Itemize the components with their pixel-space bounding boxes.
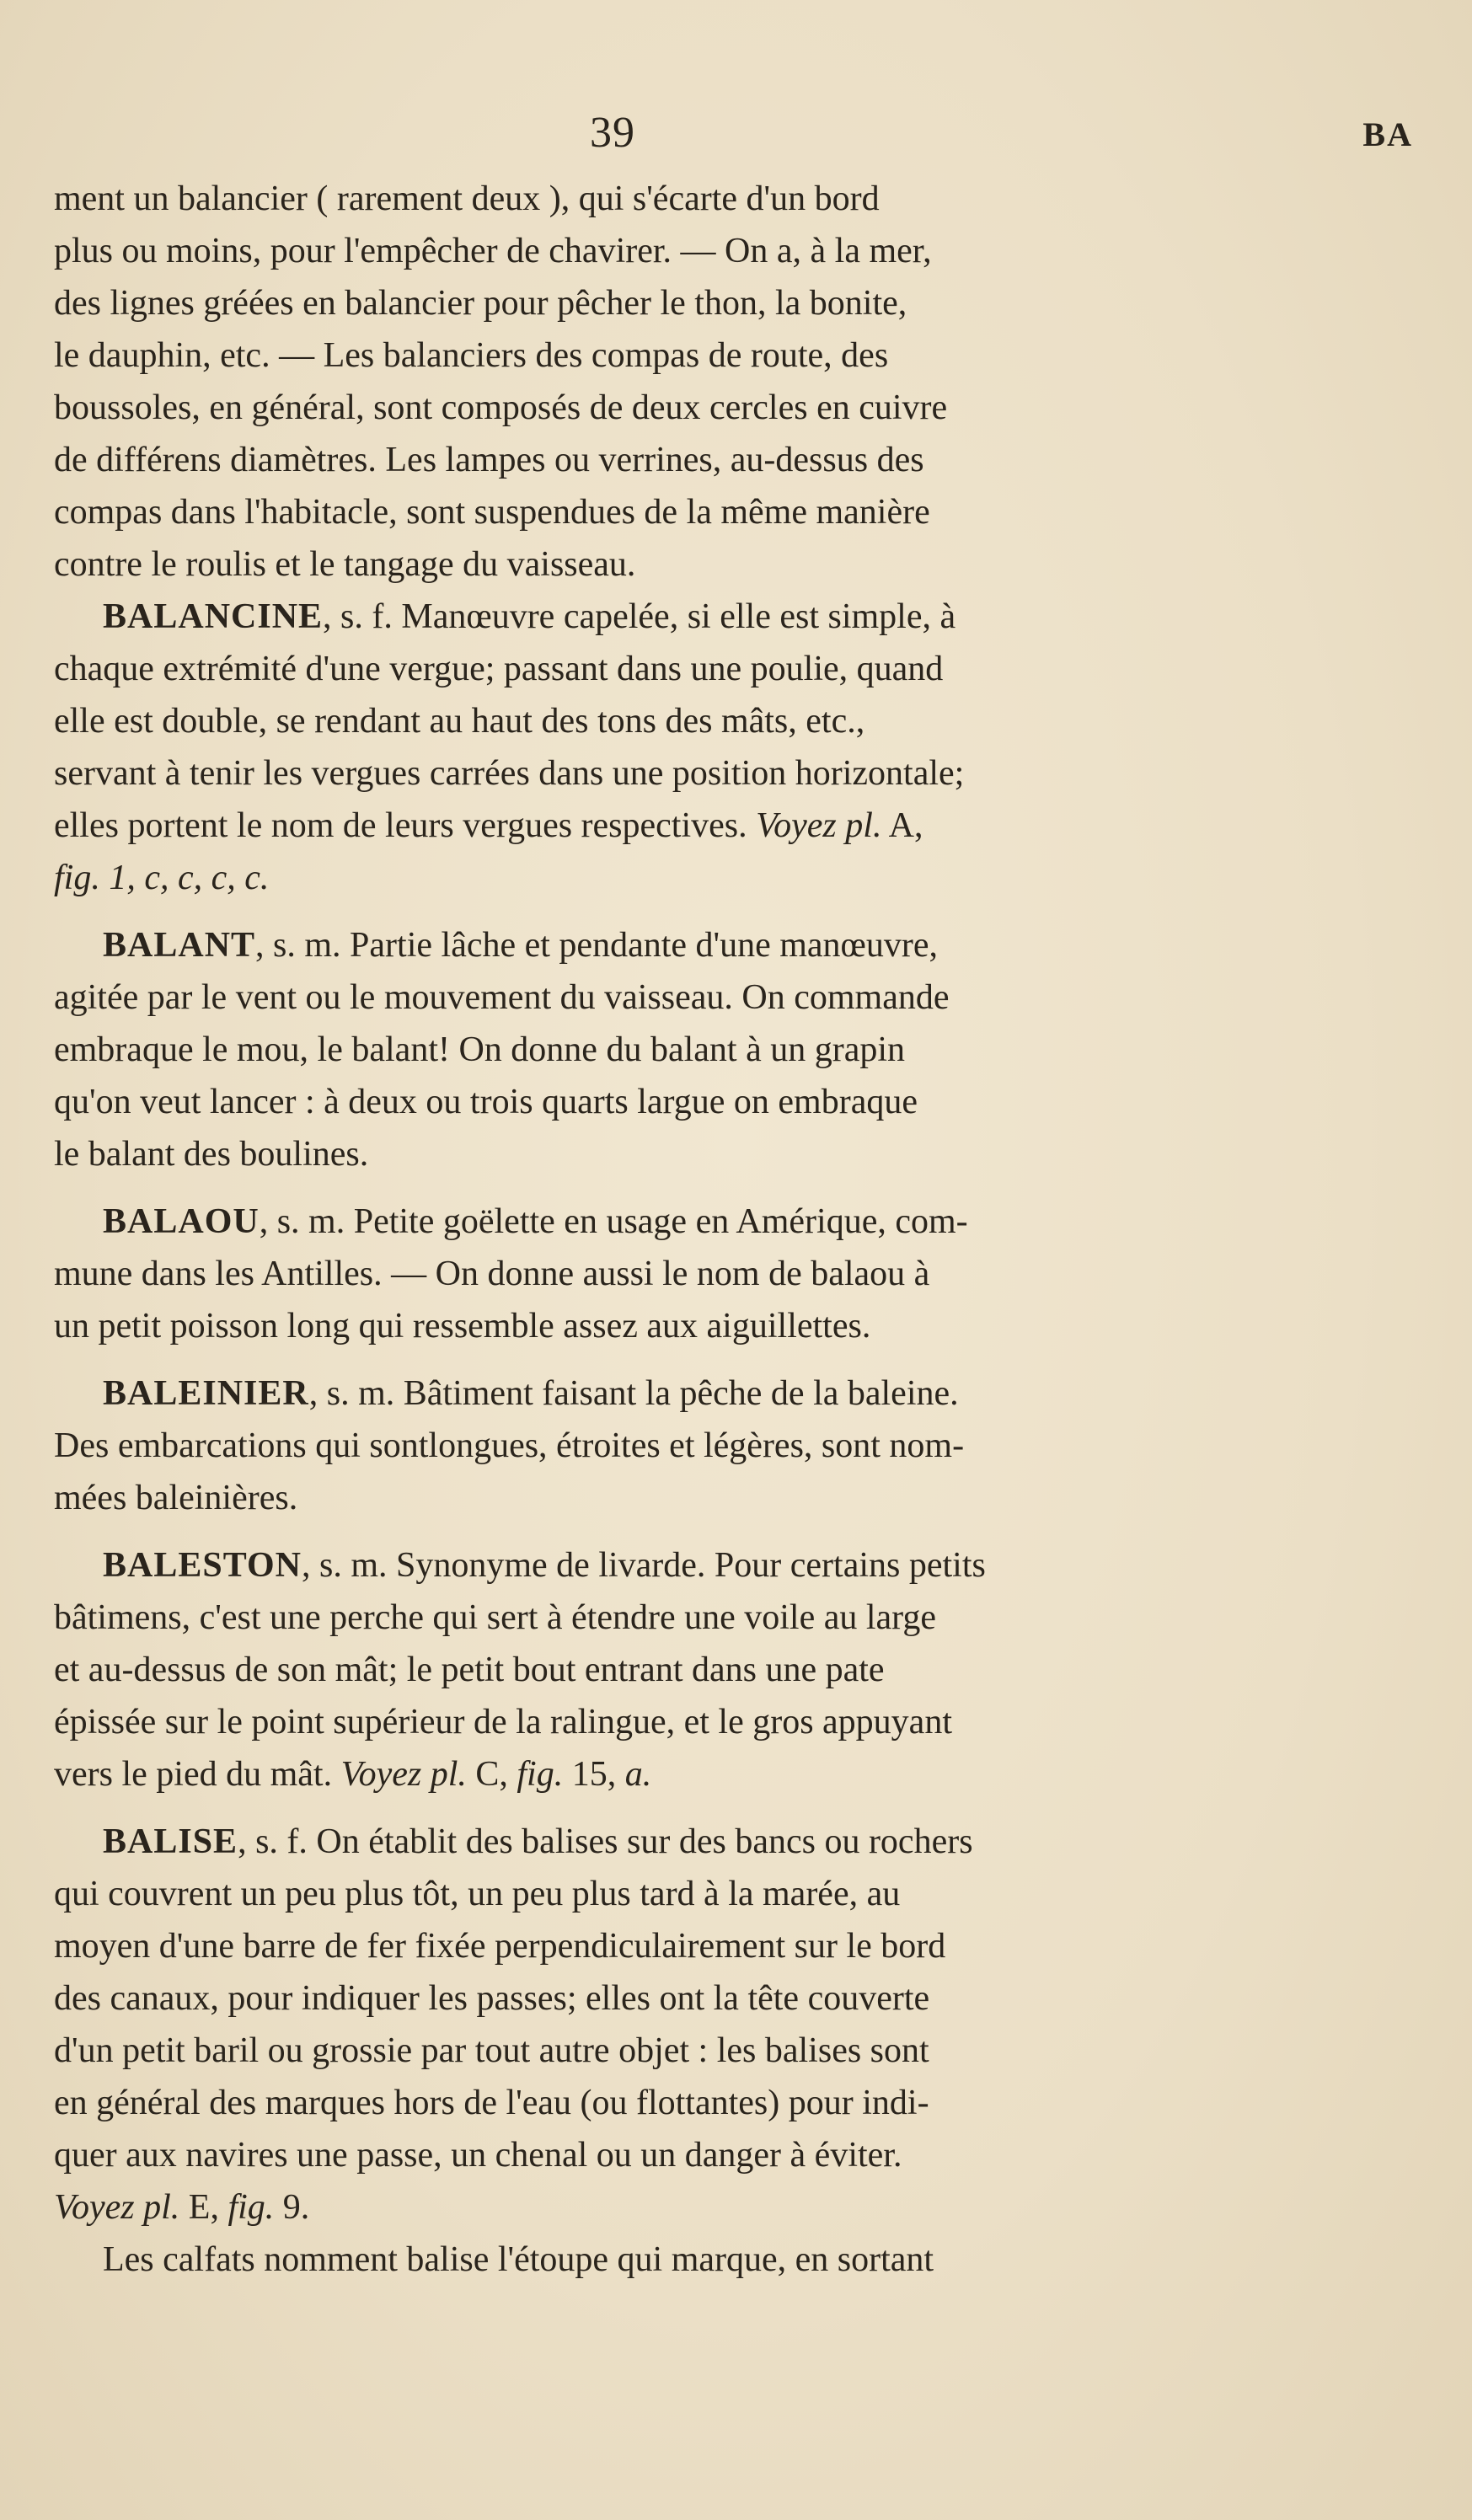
text-line: un petit poisson long qui ressemble assez aux aiguillettes. bbox=[54, 1307, 871, 1346]
entry-balise-first-line bbox=[54, 1816, 1234, 1868]
text-line: le dauphin, etc. — Les balanciers des compas de route, des bbox=[54, 336, 889, 375]
text-fragment: , s. f. On établit des balises sur des bancs ou rochers bbox=[238, 1822, 973, 1861]
entry-term-balise: BALISE bbox=[103, 1822, 238, 1861]
text-line: compas dans l'habitacle, sont suspendues de la même manière bbox=[54, 493, 930, 532]
text-line: chaque extrémité d'une vergue; passant dans une poulie, quand bbox=[54, 650, 944, 688]
text-line: ment un balancier ( rarement deux ), qui s'écarte d'un bord bbox=[54, 179, 880, 218]
figure-label: fig. bbox=[517, 1755, 564, 1794]
figure-reference-line bbox=[54, 2181, 1234, 2234]
page-number: 39 bbox=[590, 109, 635, 157]
entry-balaou-first-line bbox=[54, 1196, 1234, 1248]
figure-items: 1, c, c, c, c. bbox=[109, 859, 270, 897]
plate-reference: Voyez pl. bbox=[54, 2188, 180, 2227]
text-line: bâtimens, c'est une perche qui sert à étendre une voile au large bbox=[54, 1598, 937, 1637]
entry-term-balaou: BALAOU bbox=[103, 1202, 260, 1241]
text-fragment: , s. m. Partie lâche et pendante d'une manœuvre, bbox=[255, 926, 939, 965]
plate-letter: A, bbox=[888, 806, 923, 845]
plate-letter: C, bbox=[475, 1755, 508, 1794]
entry-balancine-first-line bbox=[54, 591, 1234, 643]
text-line: qui couvrent un peu plus tôt, un peu plus tard à la marée, au bbox=[54, 1875, 901, 1913]
text-line: Les calfats nomment balise l'étoupe qui marque, en sortant bbox=[103, 2240, 934, 2279]
text-fragment: , s. m. Bâtiment faisant la pêche de la baleine. bbox=[308, 1374, 959, 1413]
figure-label: fig. bbox=[54, 859, 100, 897]
figure-reference-line bbox=[54, 852, 1234, 904]
figure-number: 15, bbox=[571, 1755, 617, 1794]
figure-item: a. bbox=[624, 1755, 652, 1794]
text-fragment: vers le pied du mât. bbox=[54, 1755, 333, 1794]
text-fragment: elles portent le nom de leurs vergues respectives. bbox=[54, 806, 747, 845]
text-line: moyen d'une barre de fer fixée perpendiculairement sur le bord bbox=[54, 1927, 946, 1966]
plate-reference: Voyez pl. bbox=[340, 1755, 467, 1794]
text-line: de différens diamètres. Les lampes ou verrines, au-dessus des bbox=[54, 441, 924, 479]
text-fragment: , s. m. Petite goëlette en usage en Amérique, com- bbox=[259, 1202, 968, 1241]
text-line: des canaux, pour indiquer les passes; elles ont la tête couverte bbox=[54, 1979, 930, 2018]
text-line-with-reference bbox=[54, 800, 1234, 852]
text-line: boussoles, en général, sont composés de deux cercles en cuivre bbox=[54, 388, 948, 427]
text-line: plus ou moins, pour l'empêcher de chavirer. — On a, à la mer, bbox=[54, 232, 932, 270]
text-line: des lignes gréées en balancier pour pêcher le thon, la bonite, bbox=[54, 284, 907, 323]
text-line: mées baleinières. bbox=[54, 1479, 298, 1517]
plate-reference: Voyez pl. bbox=[756, 806, 882, 845]
running-head: BA bbox=[1362, 115, 1413, 153]
entry-baleinier-first-line bbox=[54, 1367, 1234, 1420]
plate-letter: E, bbox=[188, 2188, 219, 2227]
text-line: le balant des boulines. bbox=[54, 1135, 369, 1174]
text-line: elle est double, se rendant au haut des tons des mâts, etc., bbox=[54, 702, 865, 741]
entry-term-baleston: BALESTON bbox=[103, 1546, 302, 1585]
text-line: quer aux navires une passe, un chenal ou un danger à éviter. bbox=[54, 2136, 902, 2175]
text-line-with-reference bbox=[54, 1748, 1234, 1800]
text-line: en général des marques hors de l'eau (ou flottantes) pour indi- bbox=[54, 2084, 929, 2122]
text-line: contre le roulis et le tangage du vaisseau. bbox=[54, 545, 636, 584]
entry-term-baleinier: BALEINIER bbox=[103, 1374, 309, 1413]
text-line: qu'on veut lancer : à deux ou trois quarts largue on embraque bbox=[54, 1083, 918, 1121]
figure-number: 9. bbox=[282, 2188, 310, 2227]
text-line: d'un petit baril ou grossie par tout autre objet : les balises sont bbox=[54, 2031, 929, 2070]
entry-term-balancine: BALANCINE bbox=[103, 597, 324, 636]
entry-baleston-first-line bbox=[54, 1539, 1234, 1592]
text-line: agitée par le vent ou le mouvement du vaisseau. On commande bbox=[54, 978, 950, 1017]
entry-term-balant: BALANT bbox=[103, 926, 256, 965]
text-fragment: , s. f. Manœuvre capelée, si elle est simple, à bbox=[323, 597, 956, 636]
text-line: servant à tenir les vergues carrées dans une position horizontale; bbox=[54, 754, 965, 793]
figure-label: fig. bbox=[227, 2188, 275, 2227]
dictionary-text bbox=[54, 173, 1234, 2286]
text-line: Des embarcations qui sontlongues, étroites et légères, sont nom- bbox=[54, 1426, 965, 1465]
page-header bbox=[51, 108, 1413, 167]
entry-balant-first-line bbox=[54, 919, 1234, 971]
text-line: mune dans les Antilles. — On donne aussi le nom de balaou à bbox=[54, 1255, 930, 1293]
text-line: et au-dessus de son mât; le petit bout entrant dans une pate bbox=[54, 1651, 885, 1689]
text-fragment: , s. m. Synonyme de livarde. Pour certains petits bbox=[302, 1546, 986, 1585]
text-line: embraque le mou, le balant! On donne du balant à un grapin bbox=[54, 1030, 906, 1069]
text-line: épissée sur le point supérieur de la ralingue, et le gros appuyant bbox=[54, 1703, 952, 1742]
